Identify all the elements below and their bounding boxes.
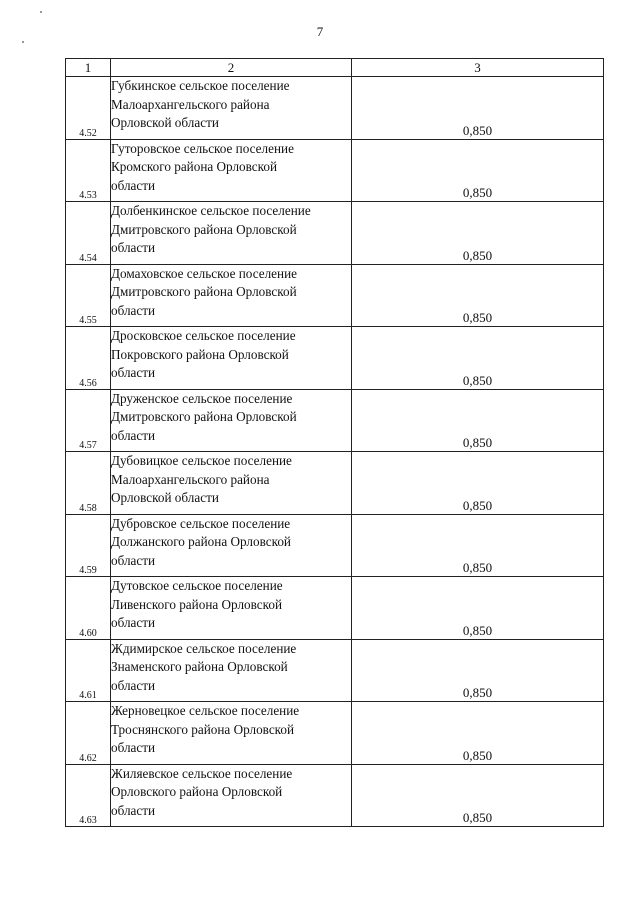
settlement-name-line: Кромского района Орловской xyxy=(111,159,278,174)
settlement-name xyxy=(111,389,352,452)
settlement-name xyxy=(111,577,352,640)
column-header: 1 xyxy=(66,59,111,77)
row-number: 4.59 xyxy=(66,514,111,577)
coefficient-value: 0,850 xyxy=(352,452,604,515)
settlement-name-line: Дутовское сельское поселение xyxy=(111,578,283,593)
settlement-name-line: области xyxy=(111,240,156,255)
coefficient-value: 0,850 xyxy=(352,514,604,577)
row-number: 4.56 xyxy=(66,327,111,390)
settlement-name-line: Троснянского района Орловской xyxy=(111,721,295,737)
settlement-name-line: области xyxy=(111,427,156,443)
row-number: 4.63 xyxy=(66,764,111,827)
table-row xyxy=(66,639,604,702)
coefficient-value: 0,850 xyxy=(352,139,604,202)
settlement-name xyxy=(111,327,352,390)
table-row xyxy=(66,264,604,327)
coefficient-value: 0,850 xyxy=(352,327,604,390)
settlement-name-line: Дросковское сельское поселение xyxy=(111,328,296,343)
table-row xyxy=(66,327,604,390)
settlement-name-line: Друженское сельское поселение xyxy=(111,390,293,406)
table-header-row xyxy=(66,59,604,77)
settlement-name xyxy=(111,514,352,577)
settlement-name-line: Орловского района Орловской xyxy=(111,784,283,799)
settlement-name-line: области xyxy=(111,677,156,693)
settlement-name xyxy=(111,639,352,702)
coefficient-value: 0,850 xyxy=(352,389,604,452)
data-table xyxy=(65,58,604,827)
settlement-name-line: Дмитровского района Орловской xyxy=(111,409,297,424)
settlement-name xyxy=(111,702,352,765)
settlement-name-line: Долбенкинское сельское поселение xyxy=(111,203,311,218)
settlement-name-line: Жиляевское сельское поселение xyxy=(111,765,293,781)
settlement-name-line: области xyxy=(111,552,156,568)
settlement-name-line: Дубовицкое сельское поселение xyxy=(111,453,292,468)
settlement-name-line: Покровского района Орловской xyxy=(111,346,289,362)
table-row xyxy=(66,764,604,827)
settlement-name-line: Дубровское сельское поселение xyxy=(111,515,291,531)
row-number: 4.60 xyxy=(66,577,111,640)
scan-speck xyxy=(22,41,24,43)
settlement-name xyxy=(111,452,352,515)
table-row xyxy=(66,452,604,515)
settlement-name-line: Гуторовское сельское поселение xyxy=(111,140,294,156)
settlement-name-line: области xyxy=(111,802,156,818)
table-row xyxy=(66,514,604,577)
row-number: 4.53 xyxy=(66,139,111,202)
settlement-name-line: области xyxy=(111,177,156,193)
settlement-name xyxy=(111,77,352,140)
coefficient-value: 0,850 xyxy=(352,639,604,702)
settlement-name-line: Жерновецкое сельское поселение xyxy=(111,703,300,718)
table-body xyxy=(66,77,604,827)
page-number: 7 xyxy=(316,24,324,39)
coefficient-value: 0,850 xyxy=(352,264,604,327)
settlement-name-line: области xyxy=(111,365,156,380)
table-row xyxy=(66,702,604,765)
settlement-name-line: Ливенского района Орловской xyxy=(111,596,283,612)
row-number: 4.62 xyxy=(66,702,111,765)
scan-speck xyxy=(40,11,42,13)
table-row xyxy=(66,577,604,640)
settlement-name-line: Домаховское сельское поселение xyxy=(111,265,297,281)
row-number: 4.55 xyxy=(66,264,111,327)
coefficient-value: 0,850 xyxy=(352,202,604,265)
row-number: 4.54 xyxy=(66,202,111,265)
settlement-name xyxy=(111,202,352,265)
settlement-name-line: Малоархангельского района xyxy=(111,96,270,112)
settlement-name-line: Малоархангельского района xyxy=(111,471,270,487)
settlement-name-line: Знаменского района Орловской xyxy=(111,659,288,674)
row-number: 4.52 xyxy=(66,77,111,140)
settlement-name xyxy=(111,264,352,327)
table-row xyxy=(66,202,604,265)
settlement-name-line: области xyxy=(111,740,156,755)
row-number: 4.57 xyxy=(66,389,111,452)
settlement-name xyxy=(111,139,352,202)
settlement-name-line: области xyxy=(111,615,156,630)
table-row xyxy=(66,139,604,202)
settlement-name xyxy=(111,764,352,827)
column-header: 2 xyxy=(111,59,352,77)
settlement-name-line: Ждимирское сельское поселение xyxy=(111,640,297,656)
coefficient-value: 0,850 xyxy=(352,764,604,827)
settlement-name-line: Дмитровского района Орловской xyxy=(111,221,297,237)
settlement-name-line: Дмитровского района Орловской xyxy=(111,284,297,299)
settlement-name-line: Орловской области xyxy=(111,115,219,130)
table-row xyxy=(66,77,604,140)
settlement-name-line: области xyxy=(111,302,156,318)
settlement-name-line: Орловской области xyxy=(111,490,219,505)
settlement-name-line: Губкинское сельское поселение xyxy=(111,78,290,93)
coefficient-value: 0,850 xyxy=(352,77,604,140)
row-number: 4.61 xyxy=(66,639,111,702)
coefficient-value: 0,850 xyxy=(352,577,604,640)
coefficient-value: 0,850 xyxy=(352,702,604,765)
row-number: 4.58 xyxy=(66,452,111,515)
column-header: 3 xyxy=(352,59,604,77)
table-row xyxy=(66,389,604,452)
settlement-name-line: Должанского района Орловской xyxy=(111,534,291,549)
